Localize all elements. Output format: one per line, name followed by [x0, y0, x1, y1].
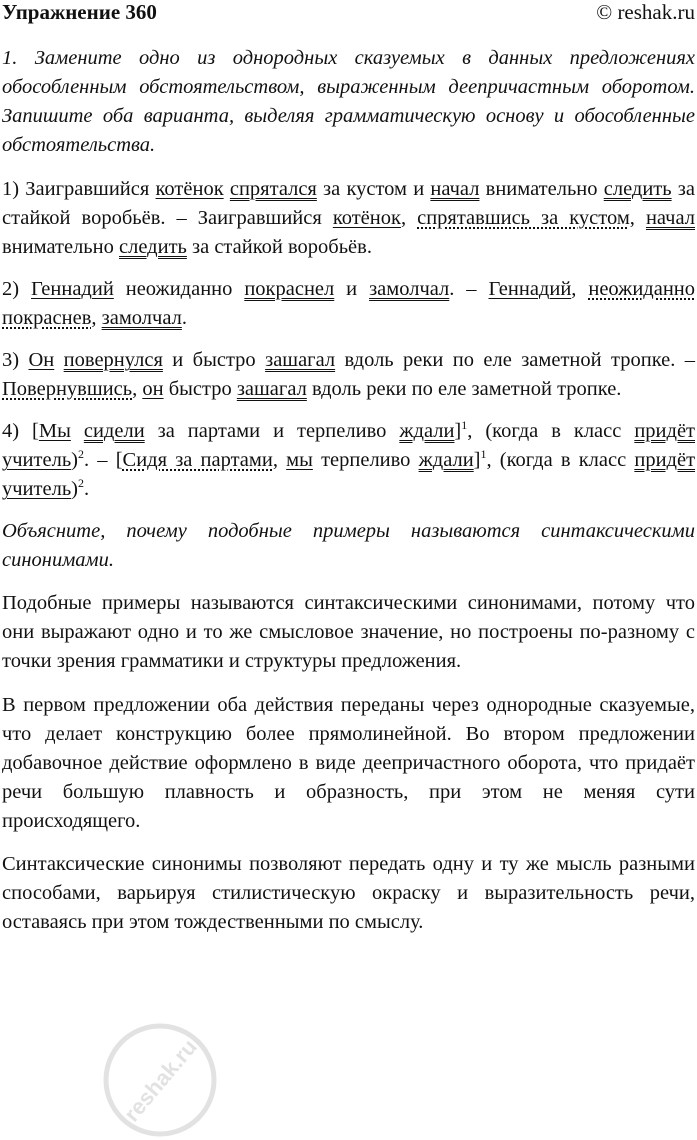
predicate: следить — [603, 178, 672, 200]
text-fragment: и — [334, 278, 370, 300]
subject: он — [142, 378, 164, 400]
text-fragment: 4) [ — [2, 420, 39, 442]
text-fragment: ) — [71, 478, 78, 500]
subject: котёнок — [332, 207, 401, 229]
text-fragment: быстро — [163, 378, 237, 400]
predicate: начал — [430, 178, 480, 200]
site-label: © reshak.ru — [596, 0, 695, 24]
text-fragment: , — [571, 278, 589, 300]
text-fragment: 3) — [2, 349, 29, 371]
predicate: зашагал — [265, 349, 336, 371]
text-fragment: за стайкой воробьёв. – Заигравшийся — [2, 178, 696, 229]
subject: учитель — [2, 449, 72, 471]
text-fragment: , (когда в класс — [486, 449, 635, 471]
text-fragment: вдоль реки по еле заметной тропке. – — [335, 349, 696, 371]
header — [2, 0, 695, 30]
clause-index: 1 — [480, 447, 487, 462]
clause-index: 2 — [78, 447, 84, 462]
subject: Геннадий — [488, 278, 572, 300]
text-fragment: ] — [473, 449, 481, 471]
text-fragment: внимательно — [2, 236, 120, 258]
predicate: повернулся — [63, 349, 163, 371]
predicate: придёт — [634, 449, 696, 471]
text-fragment: , — [272, 449, 287, 471]
text-fragment: за партами и терпеливо — [144, 420, 400, 442]
answer-paragraph-1: Подобные примеры называются синтаксическими синонимами, потому что они выражают одно и то же смысловое значение, но построены по-разному с точки зрения грамматики и структуры предложения. — [2, 592, 695, 672]
predicate: ждали — [399, 420, 455, 442]
subject: Геннадий — [31, 278, 114, 300]
text-fragment: вдоль реки по еле заметной тропке. — [306, 378, 622, 400]
clause-index: 1 — [461, 418, 468, 433]
subject: учитель — [2, 478, 72, 500]
text-fragment: , — [629, 207, 646, 229]
text-fragment — [54, 349, 63, 371]
predicate: ждали — [418, 449, 474, 471]
text-fragment: , — [91, 307, 102, 329]
answer-paragraph-3: Синтаксические синонимы позволяют передать одну и ту же мысль разными способами, варьируя стилистическую окраску и выразительность речи, оставаясь при этом тождественными по смыслу. — [2, 853, 695, 933]
example-3 — [2, 346, 695, 404]
watermark-text: reshak.ru — [118, 1034, 202, 1127]
answer-paragraph-2: В первом предложении оба действия переданы через однородные сказуемые, что делает конструкцию более прямолинейной. Во втором предложении добавочное действие оформлено в виде деепричастного оборота, что придаёт речи большую плавность и образность, при этом не меняя сути происходящего. — [2, 694, 695, 832]
text-fragment: терпеливо — [312, 449, 419, 471]
adverbial-phrase: спрятавшись за кустом — [417, 207, 630, 229]
text-fragment: ) — [71, 449, 78, 471]
adverbial-phrase: Повернувшись — [2, 378, 133, 400]
text-fragment: и быстро — [162, 349, 266, 371]
example-2 — [2, 275, 695, 333]
example-1 — [2, 175, 695, 262]
text-fragment: , — [400, 207, 418, 229]
adverbial-phrase: Сидя за партами — [122, 449, 273, 471]
subject: Мы — [38, 420, 71, 442]
text-fragment: . – [ — [84, 449, 123, 471]
example-4 — [2, 417, 695, 504]
predicate: придёт — [634, 420, 696, 442]
text-fragment: 2) — [2, 278, 31, 300]
question-text: Объясните, почему подобные примеры называются синтаксическими синонимами. — [2, 520, 695, 571]
watermark-ring — [106, 1026, 214, 1134]
text-fragment: . — [181, 307, 187, 329]
text-fragment: 1) Заигравшийся — [2, 178, 156, 200]
predicate: сидели — [83, 420, 145, 442]
text-fragment — [71, 420, 84, 442]
text-fragment: , — [132, 378, 143, 400]
clause-index: 2 — [78, 476, 84, 491]
text-fragment: неожиданно — [113, 278, 245, 300]
adverbial-phrase: неожиданно покраснев — [2, 278, 696, 329]
predicate: следить — [119, 236, 187, 258]
task-text: 1. Замените одно из однородных сказуемых в данных предложениях обособленным обстоятельством, выраженным деепричастным оборотом. Запишите оба варианта, выделяя грамматическую основу и обособленные обстоятельства. — [2, 47, 695, 156]
exercise-title: Упражнение 360 — [2, 0, 157, 24]
text-fragment: ] — [454, 420, 462, 442]
text-fragment: . — [84, 478, 90, 500]
predicate: зашагал — [236, 378, 307, 400]
predicate: замолчал — [101, 307, 182, 329]
predicate: покраснел — [244, 278, 335, 300]
text-fragment: , (когда в класс — [467, 420, 635, 442]
text-fragment: . – — [449, 278, 489, 300]
subject: Он — [28, 349, 55, 371]
predicate: замолчал — [369, 278, 450, 300]
subject: котёнок — [155, 178, 224, 200]
predicate: спрятался — [229, 178, 317, 200]
text-fragment: за стайкой воробьёв. — [186, 236, 372, 258]
text-fragment: внимательно — [479, 178, 604, 200]
predicate: начал — [645, 207, 696, 229]
watermark-logo — [100, 1020, 220, 1140]
subject: мы — [286, 449, 313, 471]
text-fragment: за кустом и — [316, 178, 431, 200]
